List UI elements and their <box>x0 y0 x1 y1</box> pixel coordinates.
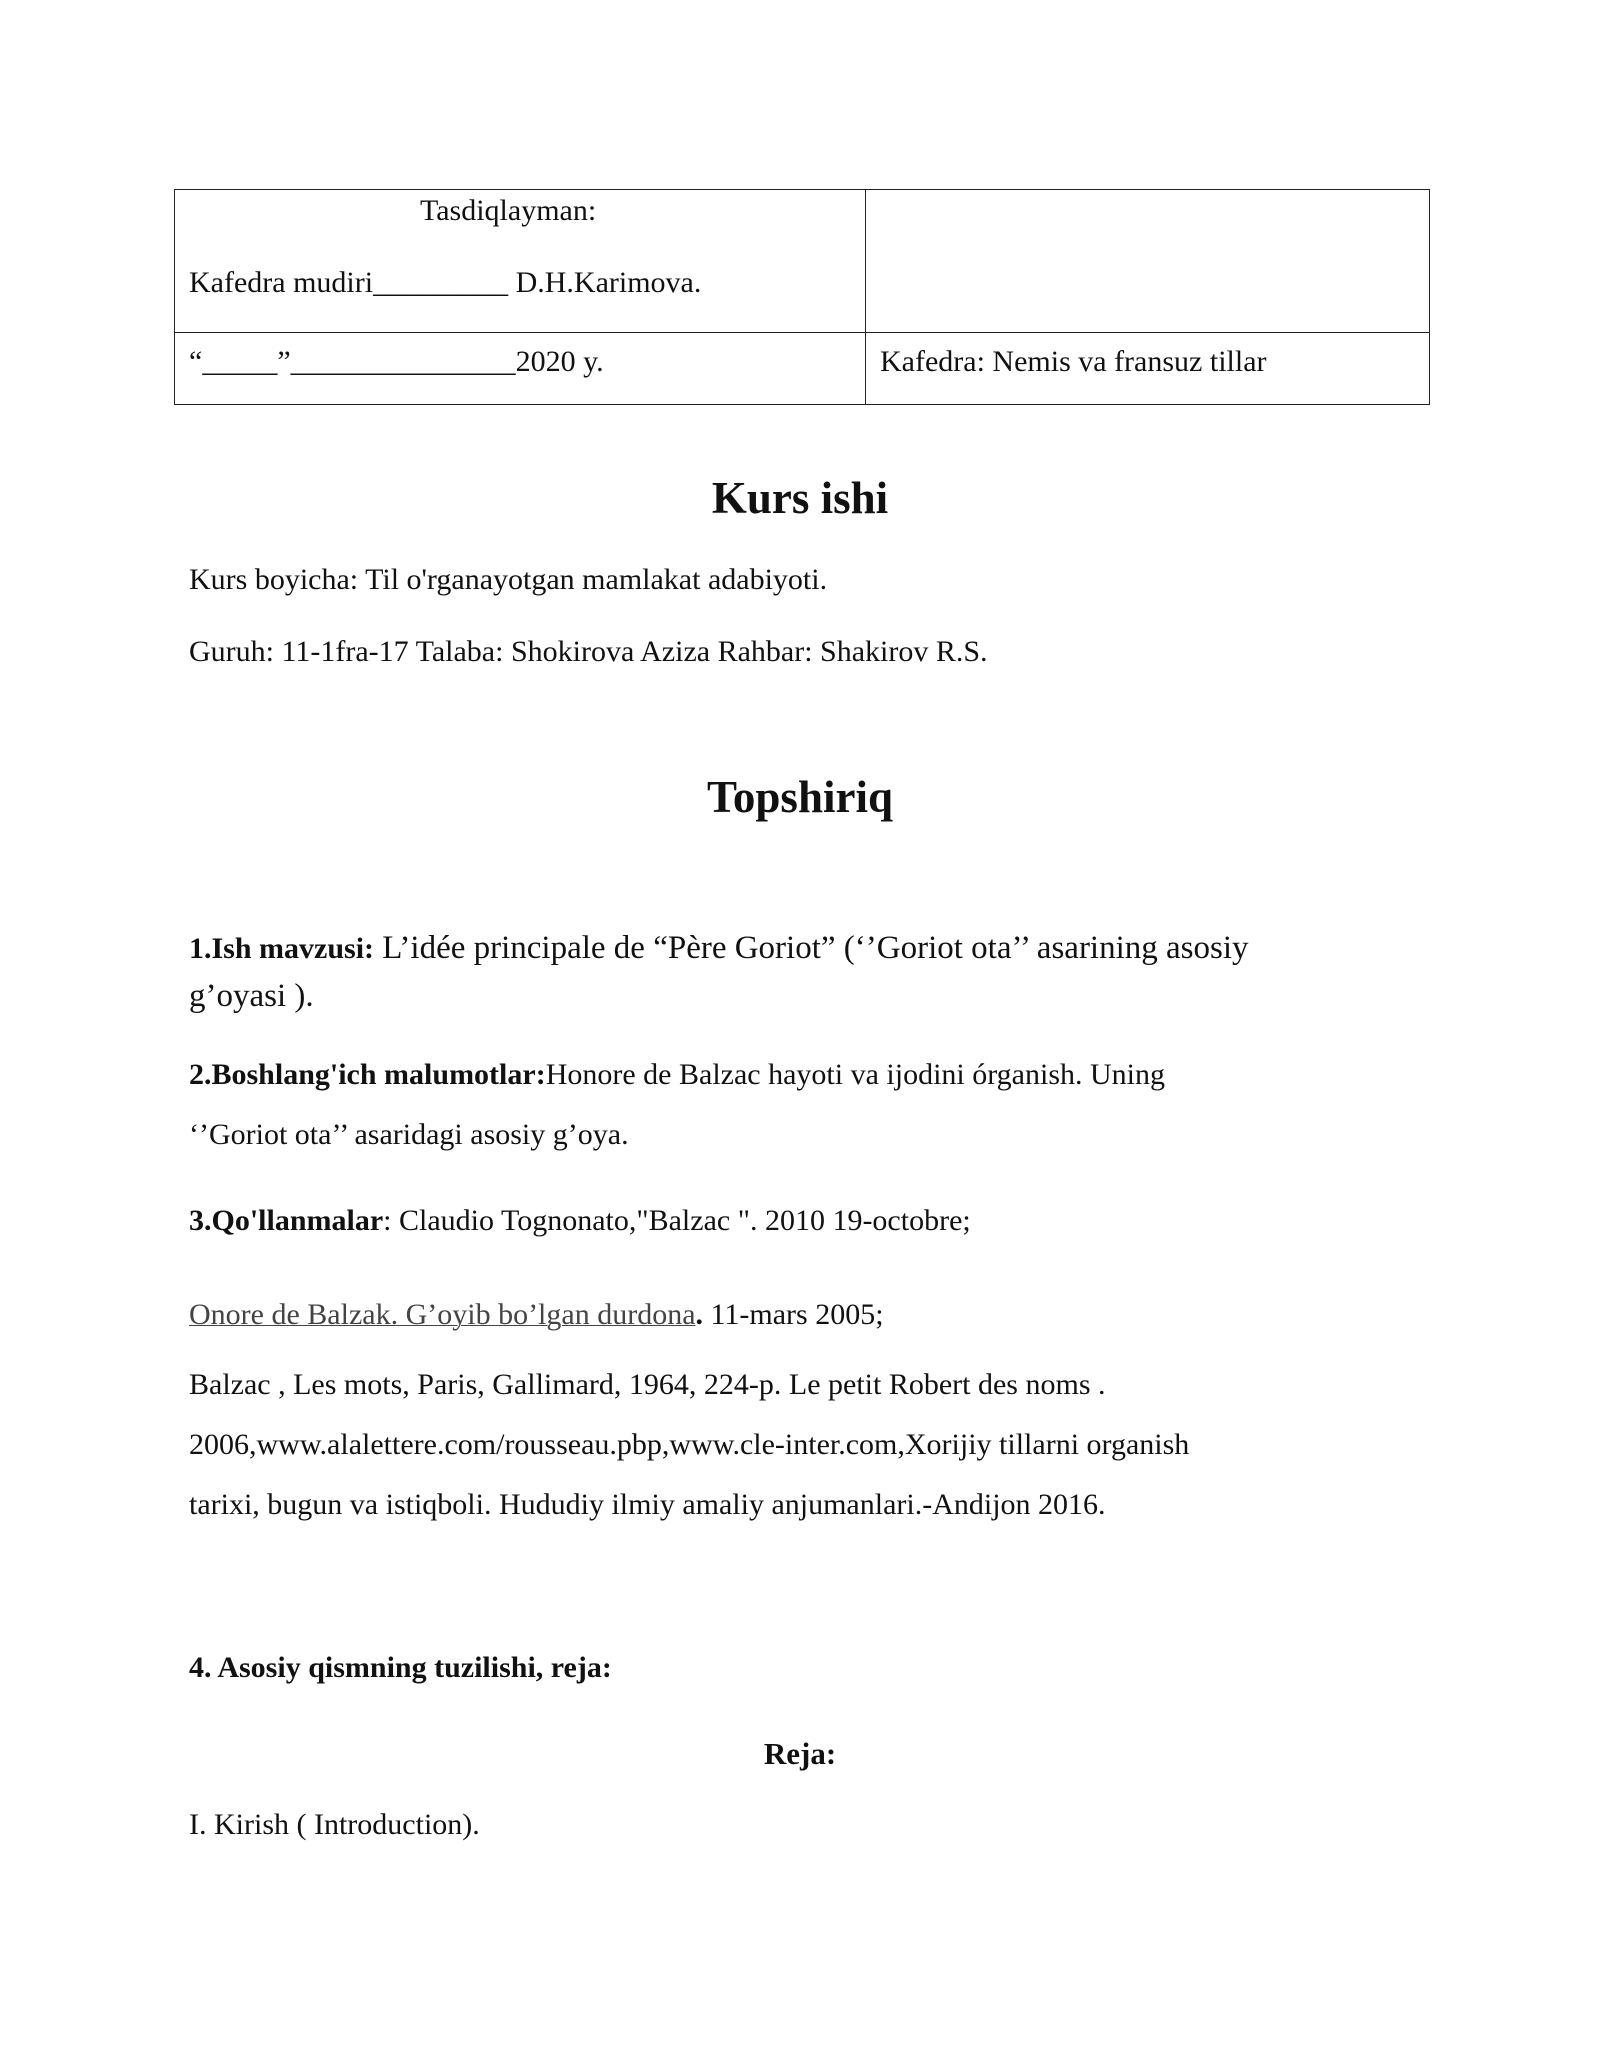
item-1-line-2: g’oyasi ). <box>189 978 314 1014</box>
approval-cell <box>175 190 866 333</box>
item-2-text: Honore de Balzac hayoti va ijodini órganish. Uning <box>545 1058 1166 1091</box>
page-title: Kurs ishi <box>711 473 889 523</box>
date-cell <box>175 333 866 404</box>
plan-item-1: I. Kirish ( Introduction). <box>189 1808 480 1841</box>
group-student-line: Guruh: 11-1fra-17 Talaba: Shokirova Aziza Rahbar: Shakirov R.S. <box>189 635 988 668</box>
item-4-heading: 4. Asosiy qismning tuzilishi, reja: <box>189 1651 612 1684</box>
date-line: “_____”_______________2020 y. <box>189 345 604 378</box>
approval-table <box>174 189 1430 405</box>
reference-balzac-line-1: Balzac , Les mots, Paris, Gallimard, 1964, 224-p. Le petit Robert des noms . <box>189 1368 1106 1401</box>
item-1-label: 1.Ish mavzusi: <box>189 932 375 965</box>
approve-label: Tasdiqlayman: <box>420 194 597 227</box>
item-2-label: 2.Boshlang'ich malumotlar: <box>189 1058 546 1091</box>
reference-link-date: 11-mars 2005; <box>703 1298 884 1331</box>
reference-balzac-line-2: 2006,www.alalettere.com/rousseau.pbp,www.cle-inter.com,Xorijiy tillarni organish <box>189 1428 1190 1461</box>
item-1-text: L’idée principale de “Père Goriot” (‘’Goriot ota’’ asarining asosiy <box>374 930 1249 966</box>
empty-cell <box>866 190 1429 333</box>
item-3-text: : Claudio Tognonato,"Balzac ". 2010 19-octobre; <box>383 1204 971 1237</box>
department-head-line: Kafedra mudiri_________ D.H.Karimova. <box>189 266 702 299</box>
reference-link-dot: . <box>695 1298 704 1331</box>
department-name: Kafedra: Nemis va fransuz tillar <box>880 345 1267 378</box>
item-2-line-2: ‘’Goriot ota’’ asaridagi asosiy g’oya. <box>189 1118 629 1151</box>
reference-balzac-line-3: tarixi, bugun va istiqboli. Hududiy ilmiy amaliy anjumanlari.-Andijon 2016. <box>189 1488 1106 1521</box>
plan-heading: Reja: <box>763 1736 837 1771</box>
item-3-label: 3.Qo'llanmalar <box>189 1204 384 1237</box>
section-title: Topshiriq <box>707 772 893 822</box>
item-1-line-1 <box>189 932 1249 965</box>
department-cell <box>866 333 1429 404</box>
item-3-line <box>189 1206 971 1236</box>
reference-link[interactable]: Onore de Balzak. G’oyib bo’lgan durdona <box>189 1298 696 1331</box>
course-line: Kurs boyicha: Til o'rganayotgan mamlakat adabiyoti. <box>189 563 828 596</box>
item-2-line-1 <box>189 1060 1165 1090</box>
reference-link-line <box>189 1300 884 1330</box>
